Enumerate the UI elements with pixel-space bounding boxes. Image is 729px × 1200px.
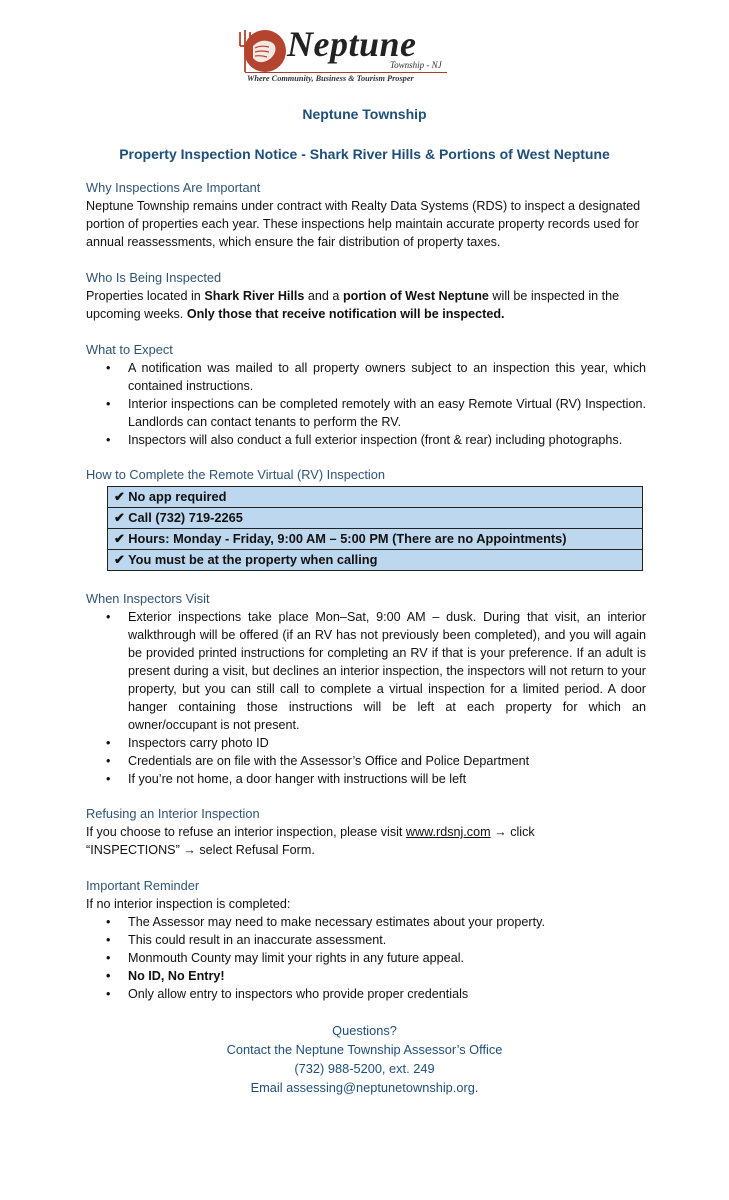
section-heading-rv: How to Complete the Remote Virtual (RV) Inspection	[86, 467, 385, 482]
section-heading-reminder: Important Reminder	[86, 878, 200, 893]
who-paragraph	[86, 287, 646, 323]
contact-phone: (732) 988-5200, ext. 249	[294, 1061, 435, 1076]
list-item: • Inspectors will also conduct a full exterior inspection (front & rear) including photographs.	[86, 431, 646, 449]
rv-item: No app required	[128, 489, 227, 504]
check-icon: ✔	[114, 552, 125, 567]
reminder-list	[86, 913, 646, 1003]
list-item: • Monmouth County may limit your rights in any future appeal.	[86, 949, 646, 967]
neptune-township-logo	[237, 24, 452, 86]
list-item: • Credentials are on file with the Assessor’s Office and Police Department	[86, 752, 646, 770]
table-row	[108, 487, 643, 508]
rv-item: You must be at the property when calling	[128, 552, 378, 567]
who-bold-notification: Only those that receive notification will be inspected.	[186, 307, 505, 321]
neptune-emblem-icon	[237, 26, 289, 76]
who-bold-shark-river-hills: Shark River Hills	[204, 289, 305, 303]
contact-questions: Questions?	[332, 1023, 397, 1038]
rv-item-hours: Hours: Monday - Friday, 9:00 AM – 5:00 PM (There are no Appointments)	[128, 531, 567, 546]
refuse-text-2: → click “INSPECTIONS” → select Refusal Form.	[86, 825, 535, 857]
why-paragraph: Neptune Township remains under contract with Realty Data Systems (RDS) to inspect a designated portion of properties each year. These inspections help maintain accurate property records used for annual reassessments, which ensure the fair distribution of property taxes.	[86, 199, 641, 249]
list-item: • Inspectors carry photo ID	[86, 734, 646, 752]
list-item-bold: • No ID, No Entry!	[86, 967, 646, 985]
rv-instructions-table	[107, 486, 643, 571]
table-row	[108, 508, 643, 529]
section-heading-expect: What to Expect	[86, 342, 173, 357]
who-text-1: Properties located in	[86, 289, 205, 303]
visit-list	[86, 608, 646, 788]
contact-block	[0, 1021, 729, 1097]
table-row	[108, 529, 643, 550]
who-bold-west-neptune: portion of West Neptune	[342, 289, 489, 303]
logo-subtitle: Township - NJ	[390, 60, 442, 70]
check-icon: ✔	[114, 489, 125, 504]
logo-tagline: Where Community, Business & Tourism Prosper	[247, 74, 414, 83]
contact-email: Email assessing@neptunetownship.org.	[250, 1080, 479, 1095]
page-title: Property Inspection Notice - Shark River Hills & Portions of West Neptune	[119, 146, 610, 162]
section-heading-visit: When Inspectors Visit	[86, 591, 210, 606]
check-icon: ✔	[114, 510, 125, 525]
list-item: • The Assessor may need to make necessary estimates about your property.	[86, 913, 646, 931]
logo-wordmark: Neptune	[287, 24, 417, 64]
refuse-paragraph	[86, 823, 566, 859]
section-heading-refuse: Refusing an Interior Inspection	[86, 806, 260, 821]
reminder-intro: If no interior inspection is completed:	[86, 897, 291, 911]
who-text-3: will be inspected in the upcoming weeks.	[86, 289, 620, 321]
check-icon: ✔	[114, 531, 125, 546]
who-text-2: and a	[304, 289, 343, 303]
org-title: Neptune Township	[302, 106, 427, 122]
table-row	[108, 550, 643, 571]
rv-item-phone: Call (732) 719-2265	[128, 510, 243, 525]
list-item: • This could result in an inaccurate assessment.	[86, 931, 646, 949]
list-item: • Exterior inspections take place Mon–Sat, 9:00 AM – dusk. During that visit, an interior walkthrough will be offered (if an RV has not previously been completed), and you will again be provided printed instructions for completing an RV if that is your preference. If an adult is present during a visit, but declines an interior inspection, the inspectors will not return to your property, but you can still call to complete a virtual inspection for a limited period. A door hanger containing those instructions will be left at each property for which an owner/occupant is not present.	[86, 608, 646, 734]
expect-list	[86, 359, 646, 449]
list-item: • Interior inspections can be completed remotely with an easy Remote Virtual (RV) Inspection. Landlords can contact tenants to perform the RV.	[86, 395, 646, 431]
section-heading-why: Why Inspections Are Important	[86, 180, 261, 195]
refuse-text-1: If you choose to refuse an interior inspection, please visit	[86, 825, 406, 839]
rdsnj-link[interactable]: www.rdsnj.com	[405, 825, 491, 839]
section-heading-who: Who Is Being Inspected	[86, 270, 222, 285]
contact-office: Contact the Neptune Township Assessor’s Office	[226, 1042, 503, 1057]
logo-divider	[245, 72, 447, 73]
list-item: • A notification was mailed to all property owners subject to an inspection this year, which contained instructions.	[86, 359, 646, 395]
list-item: • If you’re not home, a door hanger with instructions will be left	[86, 770, 646, 788]
list-item: • Only allow entry to inspectors who provide proper credentials	[86, 985, 646, 1003]
